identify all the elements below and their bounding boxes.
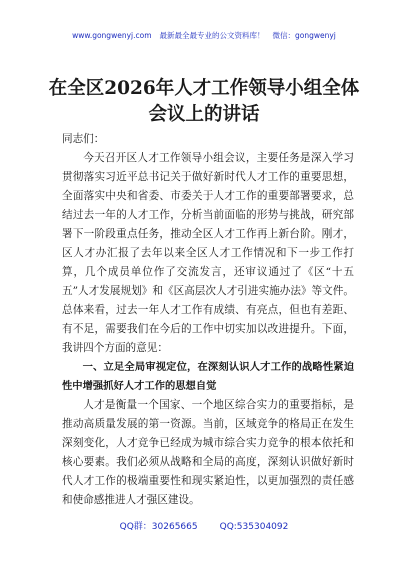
body-paragraph-1: 今天召开区人才工作领导小组会议，主要任务是深入学习贯彻落实习近平总书记关于做好新时代人才工作的重要思想，全面落实中央和省委、市委关于人才工作的重要部署要求，总结过去一年的人才工作，分析当前面临的形势与挑战，研究部署下一阶段重点任务，推动全区人才工作再上新台阶。刚才，区人才办汇报了去年以来全区人才工作情况和下一步工作打算，几个成员单位作了交流发言，还审议通过了《区“十五五”人才发展规划》和《区高层次人才引进实施办法》等文件。总体来看，过去一年人才工作有成绩、有亮点，但也有差距、有不足，需要我们在今后的工作中切实加以改进提升。下面，我讲四个方面的意见： xyxy=(62,152,354,354)
salutation: 同志们： xyxy=(62,133,105,145)
header-wechat: 微信：gongwenyj xyxy=(272,31,336,40)
section-paragraph-1: 人才是衡量一个国家、一个地区综合实力的重要指标，是推动高质量发展的第一资源。当前，区域竞争的格局正在发生深刻变化，人才竞争已经成为城市综合实力竞争的根本依托和核心要素。我们必须从战略和全局的高度，深刻认识做好新时代人才工作的极端重要性和现实紧迫性，以更加强烈的责任感和使命感推进人才强区建设。 xyxy=(62,399,354,506)
header-tagline: 最新最全最专业的公文资料库！ xyxy=(159,31,265,40)
document-title: 在全区2026年人才工作领导小组全体会议上的讲话 xyxy=(48,78,360,125)
section-heading-1: 一、立足全局审视定位，在深刻认识人才工作的战略性紧迫性中增强抓好人才工作的思想自觉 xyxy=(62,361,354,392)
header-site-url[interactable]: www.gongwenyj.com xyxy=(72,31,152,40)
page-footer xyxy=(0,519,408,532)
document-body xyxy=(62,130,354,510)
footer-qq-group: QQ群：30265665 xyxy=(119,522,198,532)
page-header xyxy=(0,30,408,41)
footer-qq: QQ:535304092 xyxy=(219,522,289,532)
